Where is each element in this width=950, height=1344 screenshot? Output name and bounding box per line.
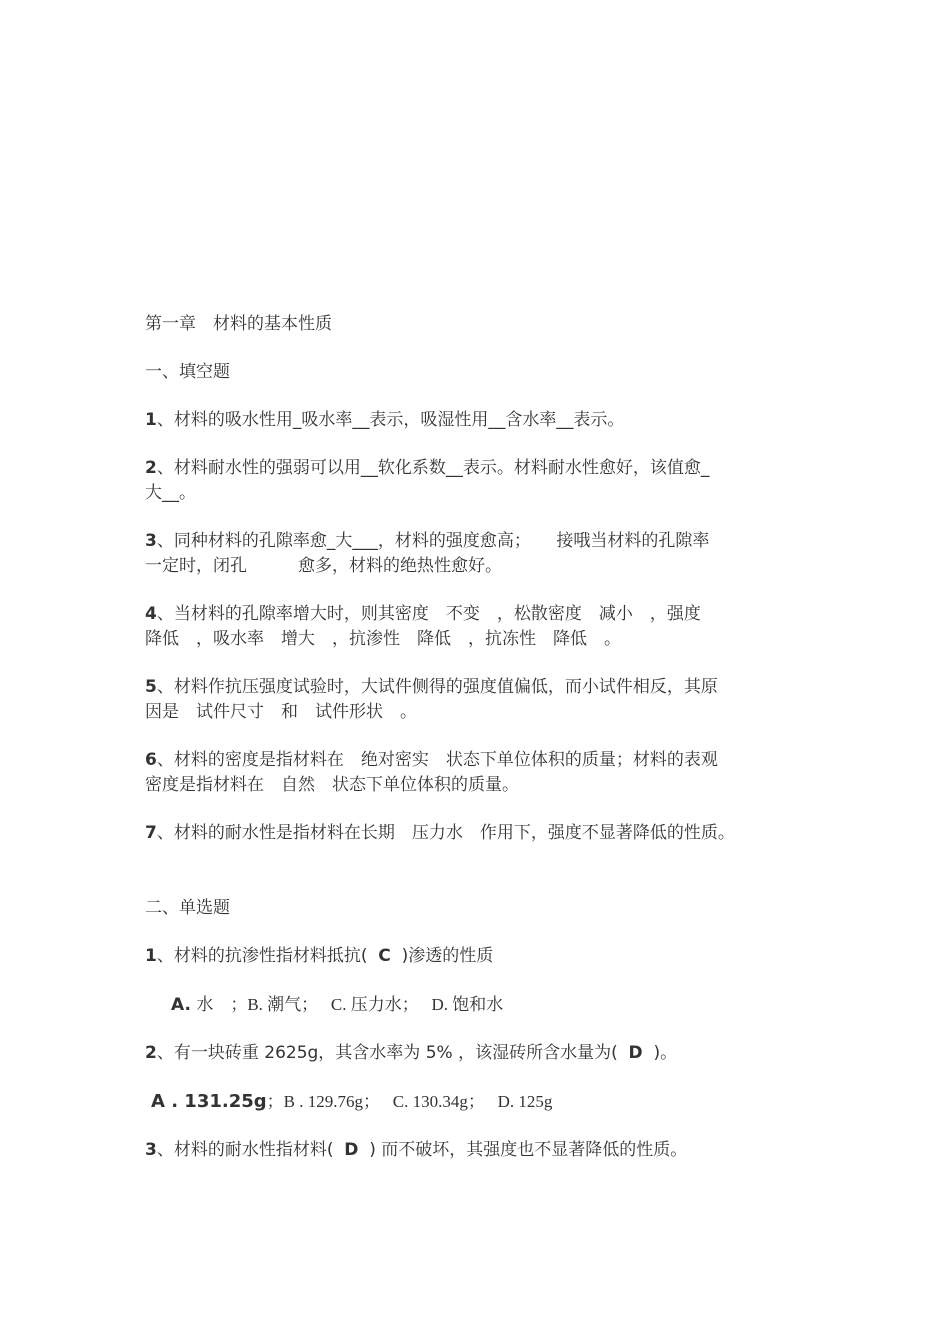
choice-question-2-options <box>145 1089 815 1115</box>
question-text: 、材料的密度是指材料在 绝对密实 状态下单位体积的质量；材料的表观 <box>156 750 718 770</box>
question-text-cont: 一定时，闭孔 愈多，材料的绝热性愈好。 <box>145 556 502 576</box>
choice-question-3 <box>145 1138 815 1163</box>
question-number: 2 <box>145 458 157 478</box>
fill-question-6 <box>145 748 815 798</box>
document-page <box>145 312 815 1163</box>
question-number: 1 <box>145 946 157 966</box>
question-text: 、材料作抗压强度试验时，大试件侧得的强度值偏低，而小试件相反，其原 <box>156 677 718 697</box>
question-text-after: )渗透的性质 <box>401 946 494 966</box>
question-text-after: )。 <box>653 1043 678 1063</box>
fill-question-1 <box>145 408 815 433</box>
question-number: 2 <box>145 1043 157 1063</box>
question-text-after: ) 而不破坏，其强度也不显著降低的性质。 <box>369 1140 688 1160</box>
question-number: 4 <box>145 604 157 624</box>
choice-question-1 <box>145 944 815 969</box>
question-text-cont: 因是 试件尺寸 和 试件形状 。 <box>145 702 417 722</box>
options-rest: ；B . 129.76g； C. 130.34g； D. 125g <box>266 1092 553 1111</box>
question-number: 3 <box>145 1140 157 1160</box>
question-text-cont: 大__。 <box>145 483 196 503</box>
fill-question-7 <box>145 821 815 846</box>
question-text: 、材料耐水性的强弱可以用__软化系数__表示。材料耐水性愈好，该值愈_ <box>156 458 710 478</box>
question-number: 7 <box>145 823 157 843</box>
option-a-text: 水 ； <box>196 995 248 1015</box>
question-number: 1 <box>145 410 157 430</box>
question-text: 、有一块砖重 2625g，其含水率为 5% ，该湿砖所含水量为( <box>156 1043 618 1063</box>
question-text-cont: 降低 ，吸水率 增大 ，抗渗性 降低 ，抗冻性 降低 。 <box>145 629 621 649</box>
question-text: 、材料的耐水性是指材料在长期 压力水 作用下，强度不显著降低的性质。 <box>156 823 735 843</box>
fill-question-2 <box>145 456 815 506</box>
option-a-label: A. <box>171 995 191 1015</box>
question-text: 、同种材料的孔隙率愈_大___，材料的强度愈高； 接哦当材料的孔隙率 <box>156 531 710 551</box>
option-a: A . 131.25g <box>151 1091 267 1112</box>
answer-letter: D <box>344 1140 359 1160</box>
options-rest: B. 潮气； C. 压力水； D. 饱和水 <box>247 995 504 1014</box>
question-number: 6 <box>145 750 157 770</box>
fill-question-5 <box>145 675 815 725</box>
section2-title: 二、单选题 <box>145 898 230 918</box>
question-text: 、材料的耐水性指材料( <box>156 1140 334 1160</box>
question-number: 3 <box>145 531 157 551</box>
fill-question-4 <box>145 602 815 652</box>
question-text: 、材料的吸水性用_吸水率__表示，吸湿性用__含水率__表示。 <box>156 410 625 430</box>
question-number: 5 <box>145 677 157 697</box>
choice-question-1-options <box>145 992 815 1018</box>
answer-letter: C <box>378 946 391 966</box>
question-text-cont: 密度是指材料在 自然 状态下单位体积的质量。 <box>145 775 519 795</box>
question-text: 、材料的抗渗性指材料抵抗( <box>156 946 368 966</box>
choice-question-2 <box>145 1041 815 1066</box>
fill-question-3 <box>145 529 815 579</box>
answer-letter: D <box>628 1043 643 1063</box>
question-text: 、当材料的孔隙率增大时，则其密度 不变 ，松散密度 减小 ，强度 <box>156 604 701 624</box>
section1-title: 一、填空题 <box>145 362 230 382</box>
chapter-title: 第一章 材料的基本性质 <box>145 314 332 334</box>
